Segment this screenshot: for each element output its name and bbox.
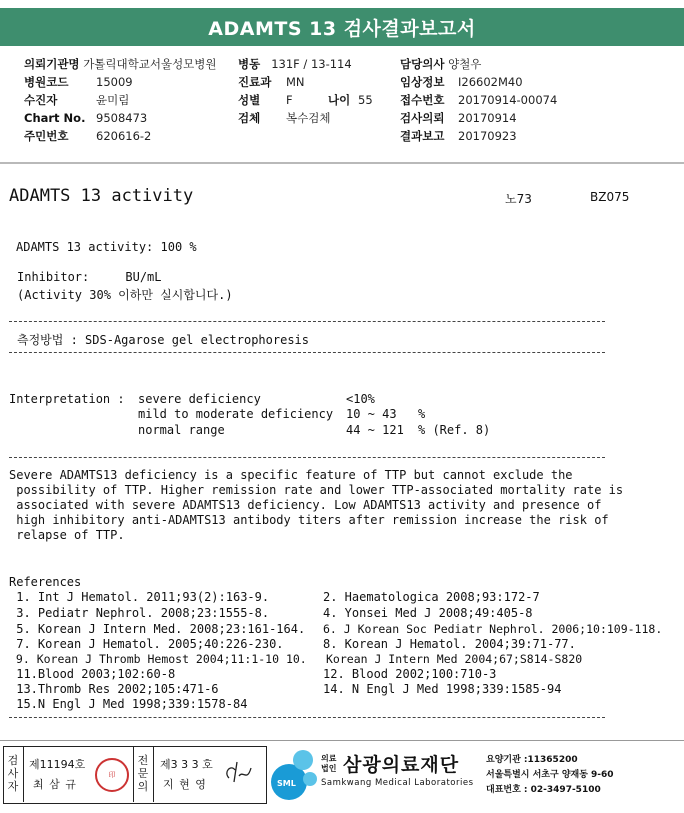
value-receipt-no: 20170914-00074: [458, 93, 558, 107]
label-hospital-code: 병원코드: [24, 75, 69, 89]
logo-text: SML: [277, 779, 296, 788]
comment-line: high inhibitory anti-ADAMTS13 antibody titers after remission increase the risk of: [9, 513, 609, 527]
inspector-license-no: 제11194호: [29, 758, 86, 771]
interp-name: severe deficiency: [138, 392, 261, 406]
specialist-label: 전문의: [137, 754, 149, 793]
value-hospital-code: 15009: [96, 75, 133, 89]
label-specimen: 검체: [238, 111, 261, 125]
comment-line: possibility of TTP. Higher remission rate and lower TTP-associated mortality rate is: [9, 483, 624, 497]
label-test-request: 검사의뢰: [400, 111, 445, 125]
value-doctor: 양철우: [448, 57, 482, 71]
value-resident-no: 620616-2: [96, 129, 152, 143]
report-title-banner: [0, 8, 684, 46]
comment-line: relapse of TTP.: [9, 528, 125, 542]
dashed-divider: [9, 717, 605, 718]
report-title: ADAMTS 13 검사결과보고서: [208, 17, 476, 40]
label-department: 진료과: [238, 75, 272, 89]
value-ward: 131F / 13-114: [271, 57, 352, 71]
reference-item: 13.Thromb Res 2002;105:471-6: [9, 682, 219, 696]
label-patient-name: 수진자: [24, 93, 58, 107]
inhibitor-note: (Activity 30% 이하만 실시합니다.): [17, 288, 233, 302]
value-patient-name: 윤미림: [96, 93, 130, 107]
label-requesting-institution: 의뢰기관명: [24, 57, 80, 71]
org-phone: 대표번호 : 02-3497-5100: [486, 785, 601, 795]
label-sex: 성별: [238, 93, 261, 107]
label-age: 나이: [328, 93, 351, 107]
label-doctor: 담당의사: [400, 57, 445, 71]
value-clinical-info: I26602M40: [458, 75, 523, 89]
reference-item: 5. Korean J Intern Med. 2008;23:161-164.: [9, 622, 306, 636]
test-title: ADAMTS 13 activity: [9, 186, 194, 206]
value-requesting-institution: 가톨릭대학교서울성모병원: [83, 57, 217, 71]
value-age: 55: [358, 93, 373, 107]
activity-result: ADAMTS 13 activity: 100 %: [16, 240, 197, 254]
interp-range: <10%: [346, 392, 375, 406]
test-code-2: BZ075: [590, 190, 630, 204]
org-address: 서울특별시 서초구 양재동 9-60: [486, 770, 614, 780]
value-sex: F: [286, 93, 293, 107]
signature-divider: [153, 746, 154, 802]
interp-unit: % (Ref. 8): [418, 423, 491, 437]
interp-name: normal range: [138, 423, 225, 437]
signature-divider: [23, 746, 24, 802]
inspector-name: 최 삼 규: [33, 778, 77, 791]
org-type: 의료법인: [321, 754, 337, 773]
test-code-1: 노73: [505, 192, 532, 206]
comment-line: Severe ADAMTS13 deficiency is a specific feature of TTP but cannot exclude the: [9, 468, 573, 482]
inhibitor-result: Inhibitor: BU/mL: [17, 270, 162, 284]
reference-item: 15.N Engl J Med 1998;339:1578-84: [9, 697, 248, 711]
label-resident-no: 주민번호: [24, 129, 69, 143]
inspector-label: 검사자: [7, 754, 19, 793]
specialist-name: 지 현 영: [163, 778, 207, 791]
value-specimen: 복수검체: [286, 111, 331, 125]
value-test-request: 20170914: [458, 111, 517, 125]
label-clinical-info: 임상정보: [400, 75, 445, 89]
reference-item: 14. N Engl J Med 1998;339:1585-94: [323, 682, 562, 696]
value-department: MN: [286, 75, 305, 89]
reference-item: 3. Pediatr Nephrol. 2008;23:1555-8.: [9, 606, 270, 620]
interp-range: 10 ~ 43: [346, 407, 397, 421]
dashed-divider: [9, 457, 605, 458]
reference-item: 4. Yonsei Med J 2008;49:405-8: [323, 606, 533, 620]
interpretation-label: Interpretation :: [9, 392, 125, 406]
specialist-license-no: 제3 3 3 호: [160, 758, 213, 771]
references-title: References: [9, 575, 82, 589]
reference-item: 6. J Korean Soc Pediatr Nephrol. 2006;10:109-118.: [323, 622, 663, 636]
dashed-divider: [9, 352, 605, 353]
reference-item: 1. Int J Hematol. 2011;93(2):163-9.: [9, 590, 270, 604]
signature-icon: [221, 760, 257, 786]
reference-item: Korean J Intern Med 2004;67;S814-S820: [326, 652, 583, 666]
header-divider: [0, 162, 684, 164]
method-text: 측정방법 : SDS-Agarose gel electrophoresis: [17, 333, 310, 347]
label-result-report: 결과보고: [400, 129, 445, 143]
interp-unit: %: [418, 407, 426, 421]
signature-divider: [133, 746, 134, 802]
interp-range: 44 ~ 121: [346, 423, 404, 437]
org-english-name: Samkwang Medical Laboratories: [321, 778, 474, 788]
report-footer: [3, 746, 681, 808]
reference-item: 7. Korean J Hematol. 2005;40:226-230.: [9, 637, 284, 651]
interp-name: mild to moderate deficiency: [138, 407, 334, 421]
dashed-divider: [9, 321, 605, 322]
reference-item: 8. Korean J Hematol. 2004;39:71-77.: [323, 637, 576, 651]
care-institution-no: 요양기관 :11365200: [486, 755, 578, 765]
reference-item: 12. Blood 2002;100:710-3: [323, 667, 497, 681]
reference-item: 11.Blood 2003;102:60-8: [9, 667, 176, 681]
value-result-report: 20170923: [458, 129, 517, 143]
inspector-seal-icon: 印: [95, 758, 129, 792]
label-receipt-no: 접수번호: [400, 93, 445, 107]
org-name: 삼광의료재단: [343, 754, 460, 776]
reference-item: 2. Haematologica 2008;93:172-7: [323, 590, 540, 604]
reference-item: 9. Korean J Thromb Hemost 2004;11:1-10 10.: [9, 652, 307, 666]
label-chart-no: Chart No.: [24, 111, 86, 125]
label-ward: 병동: [238, 57, 261, 71]
footer-divider: [0, 740, 684, 741]
comment-line: associated with severe ADAMTS13 deficiency. Low ADAMTS13 activity and presence of: [9, 498, 602, 512]
value-chart-no: 9508473: [96, 111, 148, 125]
